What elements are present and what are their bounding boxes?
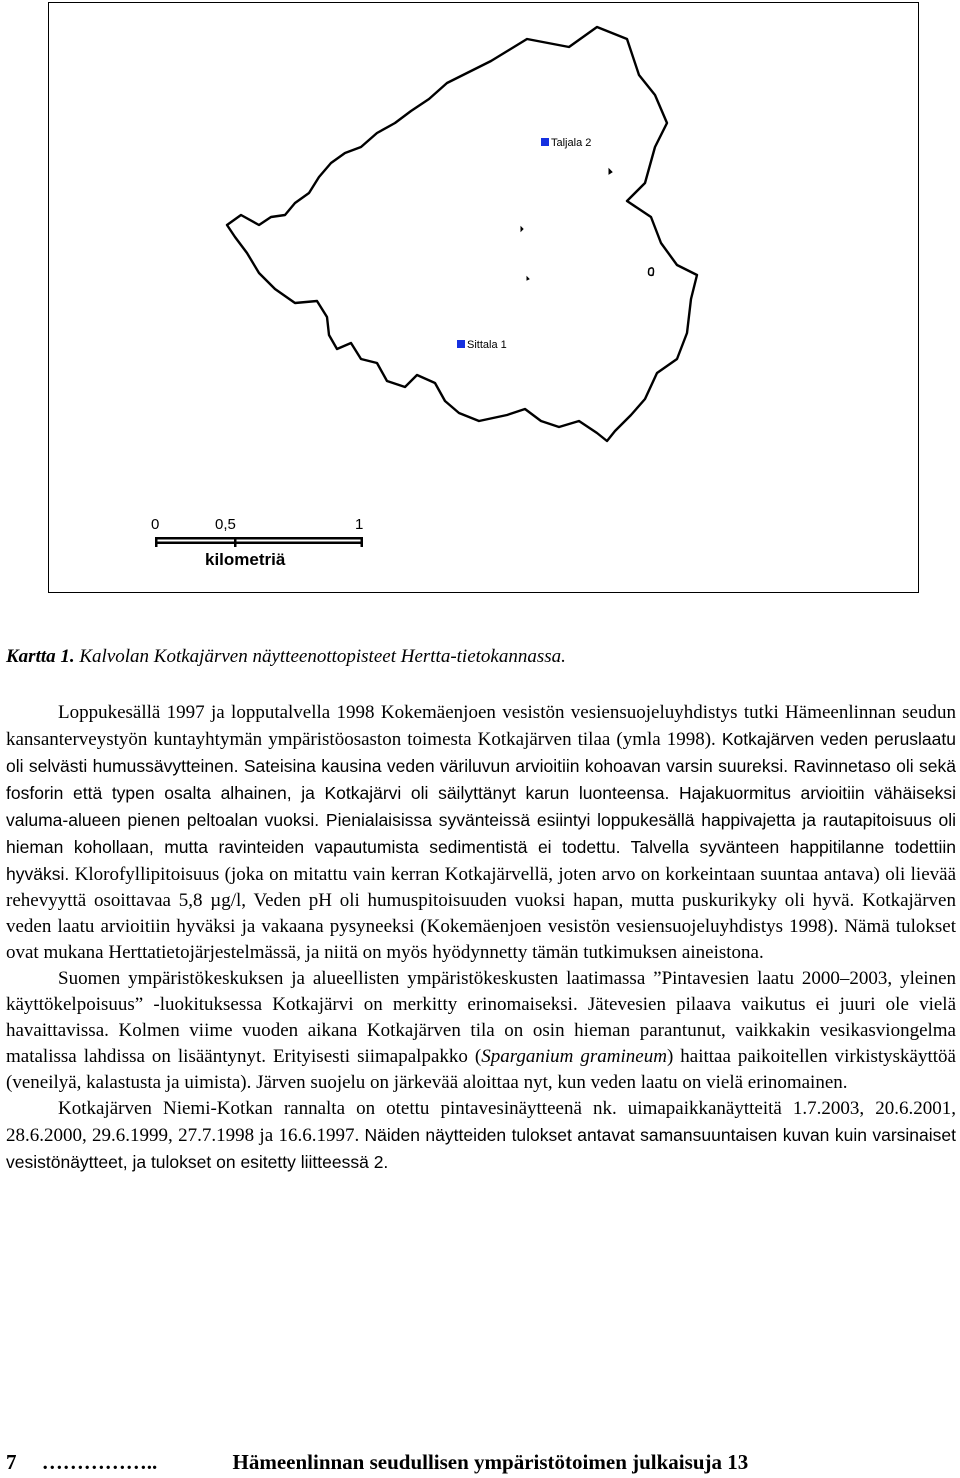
caption-label: Kartta 1. xyxy=(6,646,75,667)
publication-title: Hämeenlinnan seudullisen ympäristötoimen julkaisuja 13 xyxy=(232,1450,749,1474)
scale-tick-0: 0 xyxy=(151,516,160,533)
paragraph-1-intro: Loppukesällä 1997 ja lopputalvella 1998 Kokemäenjoen vesistön vesiensuojeluyhdistys tutki Hämeenlinnan seudun kansanterveystyön kuntayhtymän ympäristöosaston toimesta Kotkajärven tilaa (ymla 1998). xyxy=(6,702,956,750)
body-text xyxy=(6,700,956,1176)
paragraph-2 xyxy=(6,966,956,1096)
lake-map xyxy=(48,2,919,593)
paragraph-1 xyxy=(6,700,956,966)
paragraph-3-samples: Kotkajärven Niemi-Kotkan rannalta on otettu pintavesinäytteenä nk. uimapaikkanäytteitä 1.7.2003, 20.6.2001, 28.6.2000, 29.6.1999, 27.7.1998 ja 16.6.1997. xyxy=(6,1098,956,1146)
paragraph-2-status: Jätevesien pilaava vaikutus ei juuri ole vielä havaittavissa. Kolmen viime vuoden aikana Kotkajärven tila on osin hieman parantunut, vaikkakin vesikasviongelma matalissa lahdissa on lisääntynyt. Erityisesti siimapalpakko ( xyxy=(6,994,956,1067)
scale-tick-1: 1 xyxy=(355,516,364,533)
paragraph-2-end: ) haittaa paikoitellen virkistyskäyttöä (veneilyä, kalastusta ja uimista). Järven suojelu on järkevää aloittaa nyt, kun veden laatu on vielä erinomainen. xyxy=(6,1046,956,1093)
page-number: 7 xyxy=(6,1450,17,1474)
map-caption xyxy=(6,646,954,668)
paragraph-1-chlorophyll: Klorofyllipitoisuus (joka on mitattu vain kerran Kotkajärvellä, joten arvo on korkeintaan suuntaa antava) oli lievää rehevyyttä osoittavaa 5,8 µg/l, Veden pH oli humuspitoisuuden vuoksi hapan, mutta puskurikyky oli hyvä. Kotkajärven veden laatu arvioitiin hyväksi ja vakaana pysyneeksi (Kokemäenjoen vesistön vesiensuojeluyhdistys 1998). Nämä tulokset ovat mukana Herttatietojärjestelmässä, ja niitä on myös hyödynnetty tämän tutkimuksen aineistona. xyxy=(6,864,957,963)
lake-shoreline xyxy=(227,27,697,441)
paragraph-2-classification: Suomen ympäristökeskuksen ja alueellisten ympäristökeskusten laatimassa ”Pintavesien laatu 2000–2003, yleinen käyttökelpoisuus” -luokituksessa Kotkajärvi on merkitty erinomaiseksi. xyxy=(6,968,956,1015)
species-name: Sparganium gramineum xyxy=(481,1046,667,1067)
paragraph-3 xyxy=(6,1096,956,1176)
lake-map-svg xyxy=(49,3,917,591)
caption-text: Kalvolan Kotkajärven näytteenottopisteet Hertta-tietokannassa. xyxy=(79,646,566,667)
page-footer xyxy=(6,1449,906,1475)
scale-bar xyxy=(151,516,363,569)
site-label-sittala: Sittala 1 xyxy=(467,339,507,351)
footer-dots: …………….. xyxy=(41,1450,158,1474)
scale-tick-half: 0,5 xyxy=(215,516,236,533)
paragraph-3-results: Näiden näytteiden tulokset antavat samansuuntaisen kuvan kuin varsinaiset vesistönäytteet, ja tulokset on esitetty liitteessä 2. xyxy=(6,1125,956,1172)
paragraph-1-water-quality: Kotkajärven veden peruslaatu oli selvästi humussävytteinen. Sateisina kausina veden väriluvun arvioitiin kohoavan varsin suureksi. Ravinnetaso oli sekä fosforin että typen osalta alhainen, ja Kotkajärvi oli säilyttänyt karun luonteensa. Hajakuormitus arvioitiin vähäiseksi valuma-alueen pienen peltoalan vuoksi. Pienialaisissa syvänteissä esiintyi loppukesällä happivajetta ja rautapitoisuus oli hieman kohollaan, mutta ravinteiden vapautumista sedimentistä ei todettu. Talvella syvänteen happitilanne todettiin hyväksi. xyxy=(6,729,956,884)
site-marker-sittala xyxy=(457,340,465,348)
site-marker-taljala xyxy=(541,138,549,146)
site-label-taljala: Taljala 2 xyxy=(551,137,592,149)
scale-unit: kilometriä xyxy=(205,550,286,569)
